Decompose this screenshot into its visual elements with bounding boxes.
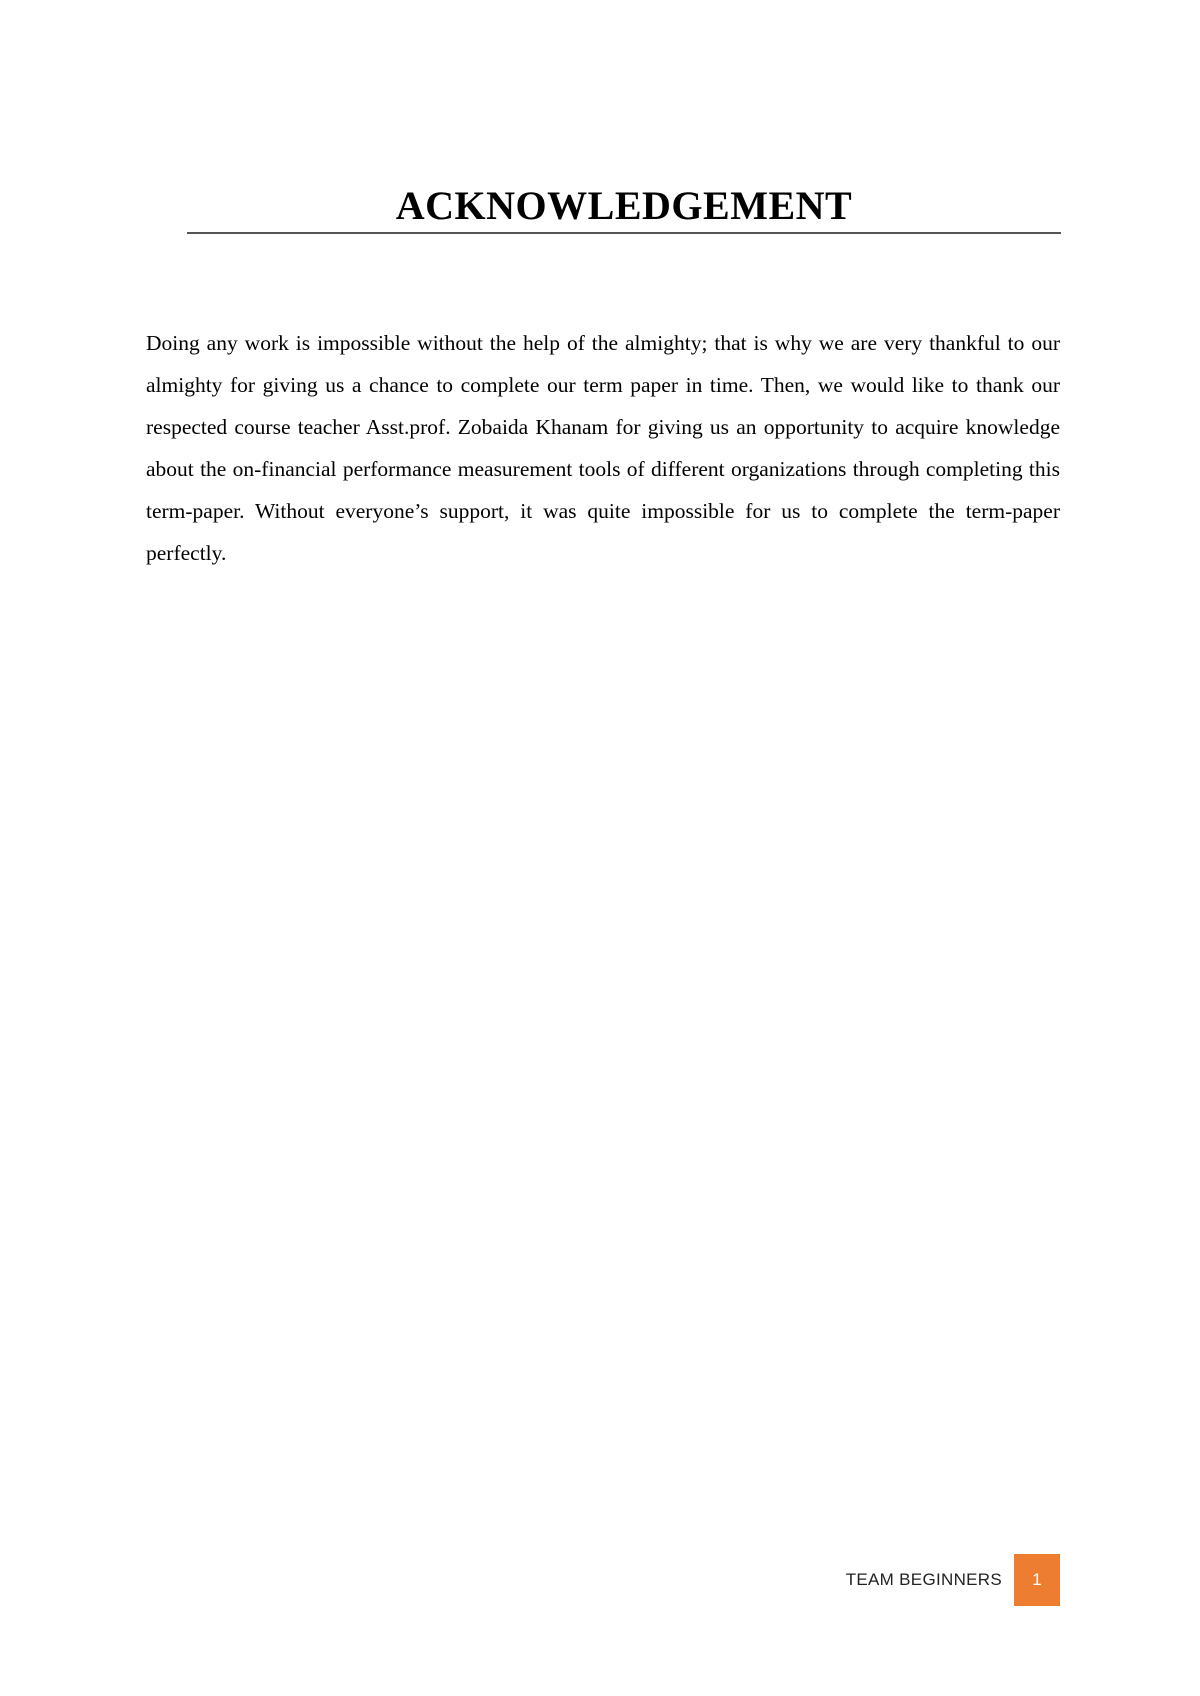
page-title: ACKNOWLEDGEMENT [395, 183, 853, 228]
page-footer [846, 1554, 1060, 1606]
footer-team-name: TEAM BEGINNERS [845, 1570, 1002, 1589]
title-underline [187, 232, 1061, 234]
acknowledgement-paragraph: Doing any work is impossible without the help of the almighty; that is why we are very thankful to our almighty for giving us a chance to complete our term paper in time. Then, we would like to thank our respected course teacher Asst.prof. Zobaida Khanam for giving us an opportunity to acquire knowledge about the on-financial performance measurement tools of different organizations through completing this term-paper. Without everyone’s support, it was quite impossible for us to complete the term-paper perfectly. [146, 331, 1060, 565]
page-number-badge: 1 [1014, 1554, 1060, 1606]
